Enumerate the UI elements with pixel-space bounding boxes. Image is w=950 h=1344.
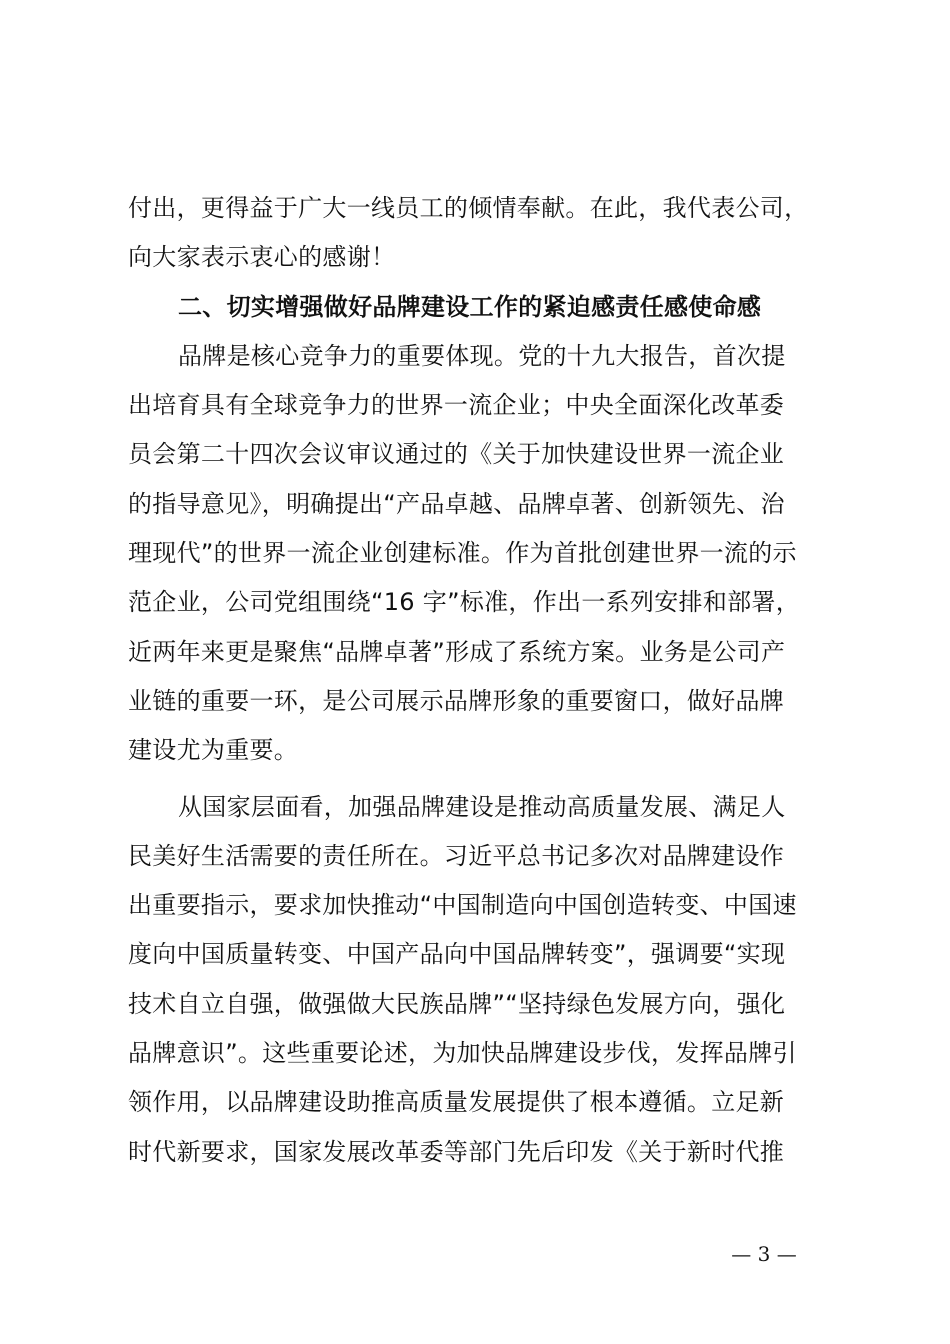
text-line: 出培育具有全球竞争力的世界一流企业；中央全面深化改革委 [128,391,785,420]
paragraph-national-level [128,783,833,1177]
page-number: — 3 — [731,1242,797,1266]
text-line: 时代新要求，国家发展改革委等部门先后印发《关于新时代推 [128,1137,785,1166]
document-body [128,184,833,1177]
text-line: 向大家表示衷心的感谢！ [128,243,396,272]
section-heading [128,283,833,332]
text-line: 的指导意见》，明确提出“产品卓越、品牌卓著、创新领先、治 [128,489,785,518]
text-line: 理现代”的世界一流企业创建标准。作为首批创建世界一流的示 [128,539,797,568]
text-line: 业链的重要一环，是公司展示品牌形象的重要窗口，做好品牌 [128,686,785,715]
text-line: 范企业，公司党组围绕“16 字”标准，作出一系列安排和部署， [128,588,801,617]
text-line: 品牌意识”。这些重要论述，为加快品牌建设步伐，发挥品牌引 [128,1039,797,1068]
text-line: 技术自立自强，做强做大民族品牌”“坚持绿色发展方向，强化 [128,989,786,1018]
text-line: 付出，更得益于广大一线员工的倾情奉献。在此，我代表公司， [128,194,809,222]
text-line: 从国家层面看，加强品牌建设是推动高质量发展、满足人 [178,792,786,821]
text-line: 员会第二十四次会议审议通过的《关于加快建设世界一流企业 [128,440,785,469]
section-heading-text: 二、切实增强做好品牌建设工作的紧迫感责任感使命感 [178,292,762,321]
text-line: 度向中国质量转变、中国产品向中国品牌转变”，强调要“实现 [128,940,786,969]
paragraph-brand-competitiveness [128,332,833,776]
paragraph-closing-thanks [128,184,833,283]
text-line: 品牌是核心竞争力的重要体现。党的十九大报告，首次提 [178,341,786,370]
text-line: 建设尤为重要。 [128,736,299,765]
text-line: 出重要指示，要求加快推动“中国制造向中国创造转变、中国速 [128,891,797,920]
text-line: 领作用，以品牌建设助推高质量发展提供了根本遵循。立足新 [128,1088,785,1117]
paragraph-gap [128,776,833,783]
text-line: 近两年来更是聚焦“品牌卓著”形成了系统方案。业务是公司产 [128,637,786,666]
text-line: 民美好生活需要的责任所在。习近平总书记多次对品牌建设作 [128,841,785,870]
